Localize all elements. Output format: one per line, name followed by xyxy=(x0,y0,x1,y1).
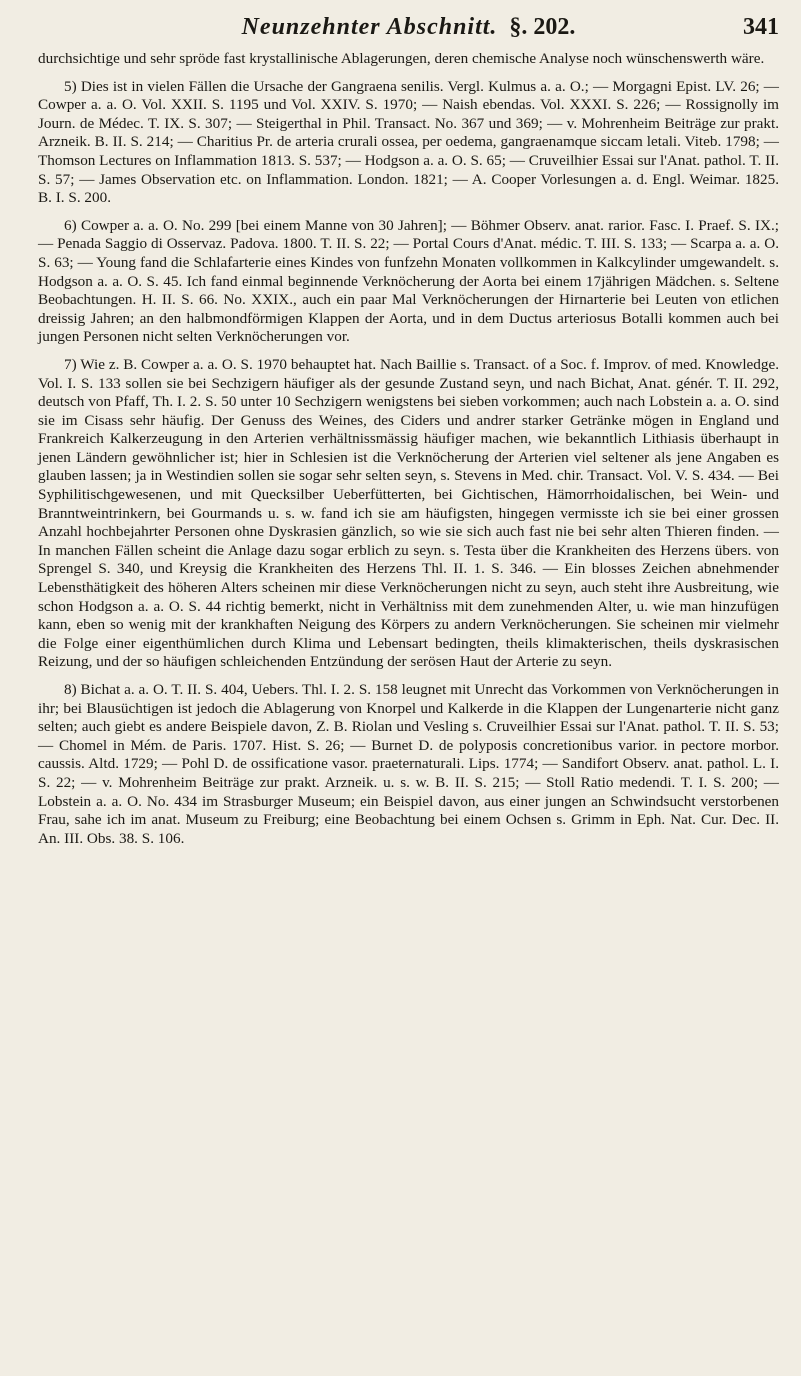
footnote-7: 7) Wie z. B. Cowper a. a. O. S. 1970 behauptet hat. Nach Baillie s. Transact. of a Soc. f. Improv. of med. Knowledge. Vol. I. S. 133 sollen sie bei Sechzigern häufiger als der gesunde Zustand seyn, und nach Bichat, Anat. génér. T. II. 292, deutsch von Pfaff, Th. I. 2. S. 50 unter 10 Sechzigern wenigstens bei sieben vorkommen; auch nach Lobstein a. a. O. sind sie im Cisass sehr häufig. Der Genuss des Weines, des Ciders und andrer starker Getränke mögen in England und Frankreich Kalkerzeugung in den Arterien verhältnissmässig häufiger machen, wie bekanntlich Lithiasis überhaupt in jenen Ländern gewöhnlicher ist; hier in Schlesien ist die Verknöcherung der Arterien viel seltener als jene Angaben es glauben lassen; ja in Westindien sollen sie sogar sehr selten seyn, s. Stevens in Med. chir. Transact. Vol. V. S. 434. — Bei Syphilitischgewesenen, und mit Quecksilber Ueberfütterten, bei Gichtischen, Hämorrhoidalischen, bei Wein- und Branntweintrinkern, bei Gourmands u. s. w. fand ich sie am häufigsten, hingegen vermisste ich sie bei einer grossen Anzahl hochbejahrter Personen ohne Dyskrasien gänzlich, so wie sie sich auch fast nie bei sehr alten Thieren finden. — In manchen Fällen scheint die Anlage dazu sogar erblich zu seyn. s. Testa über die Krankheiten des Herzens übers. von Sprengel S. 340, und Kreysig die Krankheiten des Herzens Thl. II. 1. S. 346. — Ein blosses Zeichen abnehmender Lebensthätigkeit des höheren Alters scheinen mir diese Verknöcherungen nicht zu seyn, auch steht ihre Ausbreitung, wie schon Hodgson a. a. O. S. 44 richtig bemerkt, nicht in Verhältniss mit dem zunehmenden Alter, u. wie man hinzufügen kann, eben so wenig mit der krankhaften Neigung des Körpers zu andern Verknöcherungen. Sie scheinen mir vielmehr die Folge einer eigenthümlichen durch Klima und Lebensart bedingten, theils klimakterischen, theils dyskrasischen Reizung, und der so häufigen schleichenden Entzündung der serösen Haut der Arterie zu seyn. xyxy=(38,355,779,671)
page-header xyxy=(38,8,779,50)
chapter-title: Neunzehnter Abschnitt. xyxy=(241,14,498,40)
running-head xyxy=(38,14,779,41)
footnote-continuation: durchsichtige und sehr spröde fast krystallinische Ablagerungen, deren chemische Analyse noch wünschenswerth wäre. xyxy=(38,50,765,67)
footnote-8: 8) Bichat a. a. O. T. II. S. 404, Uebers. Thl. I. 2. S. 158 leugnet mit Unrecht das Vorkommen von Verknöcherungen in ihr; bei Blausüchtigen ist jedoch die Ablagerung von Knorpel und Kalkerde in die Klappen der Lungenarterie nicht ganz selten; auch giebt es andere Beispiele davon, Z. B. Riolan und Vesling s. Cruveilhier Essai sur l'Anat. pathol. T. II. S. 53; — Chomel in Mém. de Paris. 1707. Hist. S. 26; — Burnet D. de polyposis concretionibus varior. in pectore morbor. caussis. Altd. 1729; — Pohl D. de ossificatione vasor. praeternaturali. Lips. 1774; — Sandifort Observ. anat. pathol. L. I. S. 22; — v. Mohrenheim Beiträge zur prakt. Arzneik. u. s. w. B. II. S. 215; — Stoll Ratio medendi. T. I. S. 200; — Lobstein a. a. O. No. 434 im Strasburger Museum; ein Beispiel davon, aus einer jungen an Schwindsucht verstorbenen Frau, sahe ich im anat. Museum zu Freiburg; eine Beobachtung bei einem Ochsen s. Grimm in Eph. Nat. Cur. Dec. II. An. III. Obs. 38. S. 106. xyxy=(38,681,779,847)
page-number: 341 xyxy=(743,14,779,40)
footnote-5: 5) Dies ist in vielen Fällen die Ursache der Gangraena senilis. Vergl. Kulmus a. a. O.; — Morgagni Epist. LV. 26; — Cowper a. a. O. Vol. XXII. S. 1195 und Vol. XXIV. S. 1970; — Naish ebendas. Vol. XXXI. S. 226; — Rossignolly im Journ. de Médec. T. IX. S. 307; — Steigerthal in Phil. Transact. No. 367 und 369; — v. Mohrenheim Beiträge zur prakt. Arzneik. B. II. S. 214; — Charitius Pr. de arteria crurali ossea, per oedema, gangraenamque siccam letali. Viteb. 1798; — Thomson Lectures on Inflammation 1813. S. 537; — Hodgson a. a. O. S. 65; — Cruveilhier Essai sur l'Anat. pathol. T. II. S. 57; — James Observation etc. on Inflammation. London. 1821; — A. Cooper Vorlesungen a. d. Engl. Weimar. 1825. B. I. S. 200. xyxy=(38,77,779,207)
footnote-6: 6) Cowper a. a. O. No. 299 [bei einem Manne von 30 Jahren]; — Böhmer Observ. anat. rarior. Fasc. I. Praef. S. IX.; — Penada Saggio di Osservaz. Padova. 1800. T. II. S. 22; — Portal Cours d'Anat. médic. T. III. S. 133; — Scarpa a. a. O. S. 63; — Young fand die Schlafarterie eines Kindes von funfzehn Monaten vollkommen in Kalkcylinder umgewandelt. s. Hodgson a. a. O. S. 45. Ich fand einmal beginnende Verknöcherung der Aorta bei einem 17jährigen Mädchen. s. Seltene Beobachtungen. H. II. S. 66. No. XXIX., auch ein paar Mal Verknöcherungen der Hirnarterie bei Leuten von etlichen dreissig Jahren; an den halbmondförmigen Klappen der Aorta, und in dem Ductus arteriosus Botalli kommen auch bei jungen Personen nicht selten Verknöcherungen vor. xyxy=(38,216,779,346)
section-number: §. 202. xyxy=(509,14,576,40)
footnotes-body xyxy=(38,50,779,848)
